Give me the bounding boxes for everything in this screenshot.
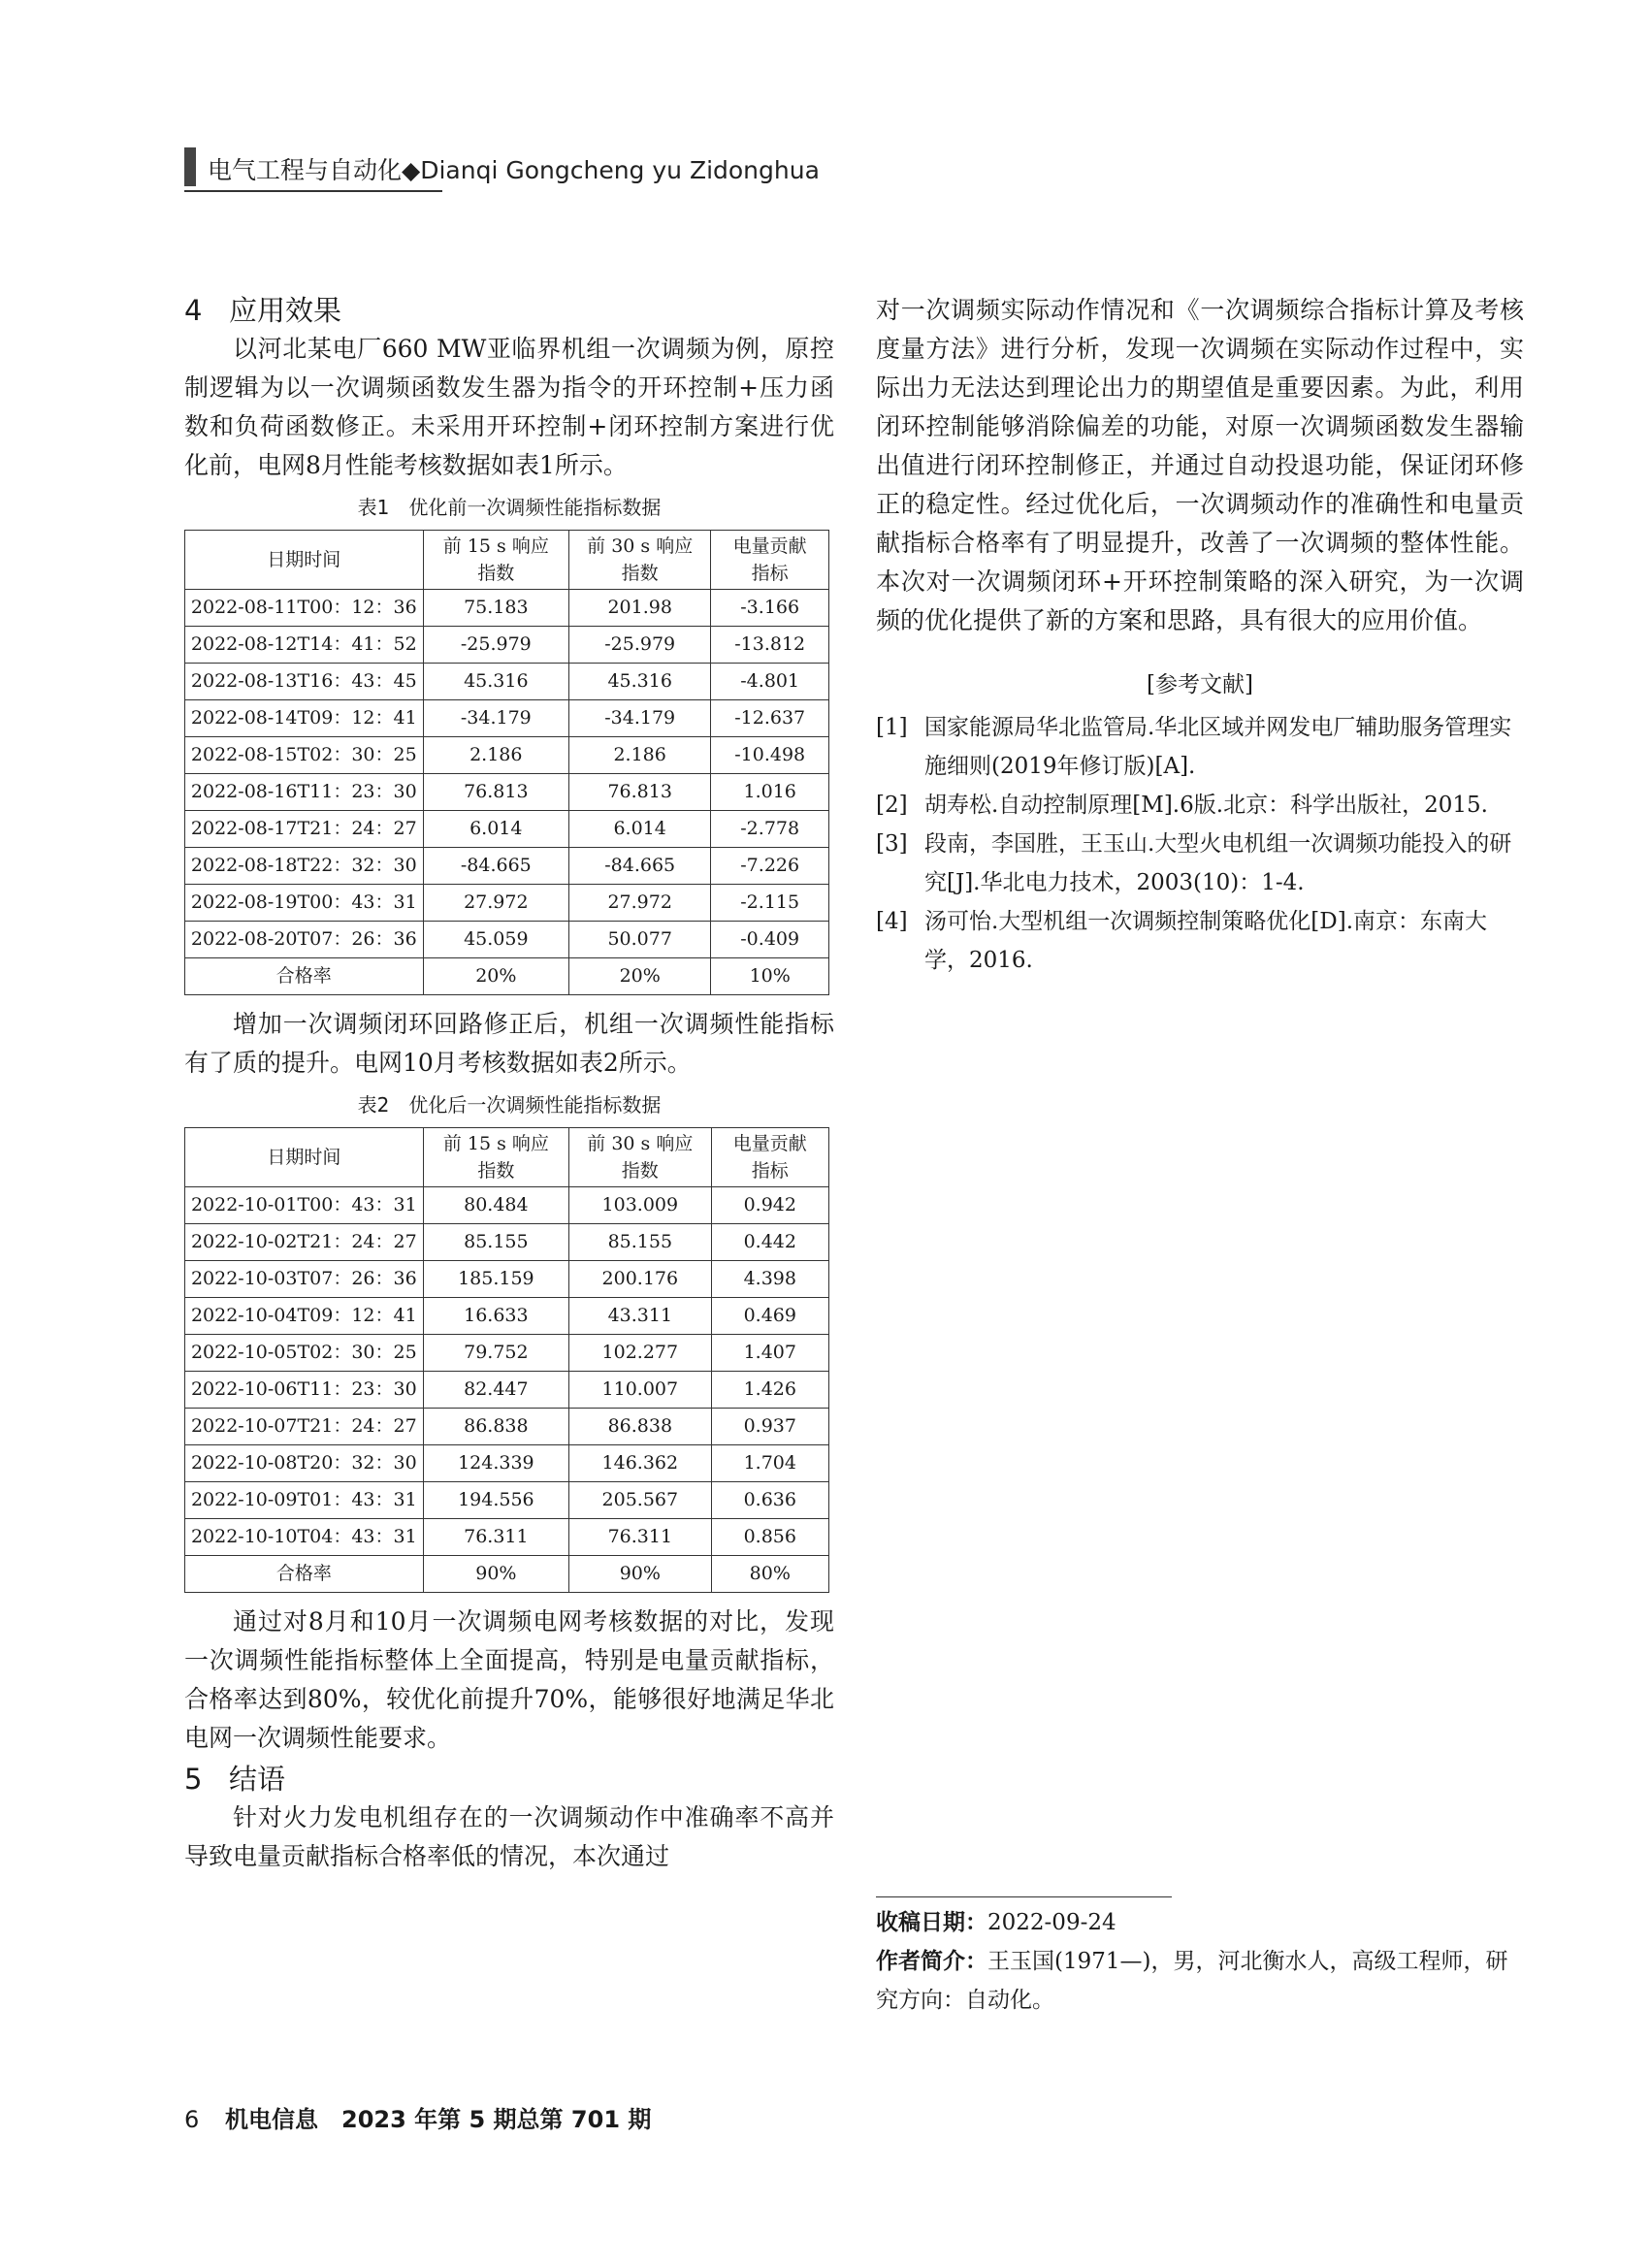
table-row — [185, 1482, 829, 1519]
table-cell: 85.155 — [569, 1224, 711, 1261]
table-2-caption: 表2 优化后一次调频性能指标数据 — [357, 1093, 662, 1117]
right-column — [876, 291, 1524, 980]
table-cell: 2022-10-04T09：12：41 — [185, 1298, 424, 1335]
table-cell: 1.426 — [711, 1372, 828, 1409]
table-row — [185, 885, 829, 922]
page-footer — [184, 2100, 651, 2134]
table-cell: 76.813 — [423, 774, 568, 811]
reference-item — [876, 825, 1524, 902]
table-cell: 6.014 — [568, 811, 710, 848]
table-1 — [184, 530, 829, 995]
table-cell: 6.014 — [423, 811, 568, 848]
table-2 — [184, 1127, 829, 1593]
section-number: 4 — [184, 294, 203, 327]
section-title: 结语 — [229, 1763, 286, 1796]
section-5-heading — [184, 1760, 834, 1798]
table-cell: 50.077 — [568, 922, 710, 958]
table-cell: 102.277 — [569, 1335, 711, 1372]
table-cell: 45.059 — [423, 922, 568, 958]
column-header: 前 30 s 响应 指数 — [569, 1128, 711, 1187]
table-cell: 45.316 — [423, 664, 568, 700]
table-row — [185, 1409, 829, 1445]
table-cell: 194.556 — [423, 1482, 568, 1519]
table-row — [185, 811, 829, 848]
table-cell: 90% — [423, 1556, 568, 1593]
table-cell: 85.155 — [423, 1224, 568, 1261]
table-cell: -0.409 — [711, 922, 829, 958]
section-4-heading — [184, 291, 834, 330]
reference-number: [4] — [876, 909, 908, 934]
table-row — [185, 1519, 829, 1556]
table-cell: -3.166 — [711, 590, 829, 627]
table-cell: 124.339 — [423, 1445, 568, 1482]
table-cell: -25.979 — [568, 627, 710, 664]
paragraph: 对一次调频实际动作情况和《一次调频综合指标计算及考核度量方法》进行分析，发现一次调频在实际动作过程中，实际出力无法达到理论出力的期望值是重要因素。为此，利用闭环控制能够消除偏差的功能，对原一次调频函数发生器输出值进行闭环控制修正，并通过自动投退功能，保证闭环修正的稳定性。经过优化后，一次调频动作的准确性和电量贡献指标合格率有了明显提升，改善了一次调频的整体性能。本次对一次调频闭环+开环控制策略的深入研究，为一次调频的优化提供了新的方案和思路，具有很大的应用价值。 — [876, 296, 1524, 634]
table-cell: 0.942 — [711, 1187, 828, 1224]
reference-text: 国家能源局华北监管局.华北区域并网发电厂辅助服务管理实施细则(2019年修订版)[A]. — [924, 715, 1512, 779]
table-cell: 10% — [711, 958, 829, 995]
table-cell: 2022-08-14T09：12：41 — [185, 700, 424, 737]
table-cell: 0.636 — [711, 1482, 828, 1519]
reference-item — [876, 786, 1524, 825]
table-cell: -4.801 — [711, 664, 829, 700]
table-cell: -84.665 — [423, 848, 568, 885]
column-header: 电量贡献 指标 — [711, 1128, 828, 1187]
table-cell: 2022-10-09T01：43：31 — [185, 1482, 424, 1519]
table-row — [185, 1298, 829, 1335]
table-cell: 76.311 — [423, 1519, 568, 1556]
table-cell: 2022-10-10T04：43：31 — [185, 1519, 424, 1556]
table-cell: 110.007 — [569, 1372, 711, 1409]
table-cell: 45.316 — [568, 664, 710, 700]
table-cell: 2022-08-16T11：23：30 — [185, 774, 424, 811]
pass-rate-row — [185, 958, 829, 995]
table-cell: 1.704 — [711, 1445, 828, 1482]
column-header: 电量贡献 指标 — [711, 531, 829, 590]
received-label: 收稿日期： — [876, 1910, 987, 1935]
table-row — [185, 1372, 829, 1409]
table-cell: 75.183 — [423, 590, 568, 627]
table-cell: 103.009 — [569, 1187, 711, 1224]
reference-text: 胡寿松.自动控制原理[M].6版.北京：科学出版社，2015. — [924, 793, 1488, 818]
table-cell: -25.979 — [423, 627, 568, 664]
table-cell: -13.812 — [711, 627, 829, 664]
table-cell: 146.362 — [569, 1445, 711, 1482]
table-cell: -10.498 — [711, 737, 829, 774]
table-cell: 43.311 — [569, 1298, 711, 1335]
table-cell: 2022-08-18T22：32：30 — [185, 848, 424, 885]
table-1-caption: 表1 优化前一次调频性能指标数据 — [357, 496, 662, 519]
table-row — [185, 664, 829, 700]
table-cell: 2022-10-05T02：30：25 — [185, 1335, 424, 1372]
table-cell: 4.398 — [711, 1261, 828, 1298]
table-row — [185, 774, 829, 811]
table-row — [185, 848, 829, 885]
table-cell: 2022-08-15T02：30：25 — [185, 737, 424, 774]
reference-text: 汤可怡.大型机组一次调频控制策略优化[D].南京：东南大学，2016. — [924, 909, 1488, 973]
author-value: 王玉国(1971—)，男，河北衡水人，高级工程师，研究方向：自动化。 — [876, 1949, 1508, 2013]
column-header: 前 15 s 响应 指数 — [423, 1128, 568, 1187]
column-header: 前 30 s 响应 指数 — [568, 531, 710, 590]
received-value: 2022-09-24 — [987, 1910, 1116, 1935]
table-cell: 90% — [569, 1556, 711, 1593]
table-row — [185, 1261, 829, 1298]
table-cell: 79.752 — [423, 1335, 568, 1372]
table-cell: 76.813 — [568, 774, 710, 811]
table-cell: 200.176 — [569, 1261, 711, 1298]
journal-issue: 机电信息 2023 年第 5 期总第 701 期 — [225, 2106, 652, 2133]
section-title: 应用效果 — [229, 294, 342, 327]
table-cell: -84.665 — [568, 848, 710, 885]
running-header — [184, 146, 820, 190]
table-row — [185, 590, 829, 627]
reference-item — [876, 708, 1524, 786]
table-row — [185, 1224, 829, 1261]
table-cell: 2022-10-02T21：24：27 — [185, 1224, 424, 1261]
table-cell: 201.98 — [568, 590, 710, 627]
table-cell: 2.186 — [568, 737, 710, 774]
table-cell: 205.567 — [569, 1482, 711, 1519]
reference-list — [876, 708, 1524, 980]
table-cell: 2022-08-12T14：41：52 — [185, 627, 424, 664]
pass-rate-row — [185, 1556, 829, 1593]
paragraph: 以河北某电厂660 MW亚临界机组一次调频为例，原控制逻辑为以一次调频函数发生器为指令的开环控制+压力函数和负荷函数修正。未采用开环控制+闭环控制方案进行优化前，电网8月性能考核数据如表1所示。 — [184, 335, 834, 479]
table-cell: 1.407 — [711, 1335, 828, 1372]
table-cell: 82.447 — [423, 1372, 568, 1409]
table-cell: -34.179 — [568, 700, 710, 737]
table-cell: 27.972 — [423, 885, 568, 922]
table-cell: 0.442 — [711, 1224, 828, 1261]
column-header: 日期时间 — [185, 531, 424, 590]
table-row — [185, 700, 829, 737]
table-row — [185, 1335, 829, 1372]
table-row — [185, 922, 829, 958]
table-cell: 0.856 — [711, 1519, 828, 1556]
table-cell: 2022-10-06T11：23：30 — [185, 1372, 424, 1409]
reference-number: [2] — [876, 793, 908, 818]
table-row — [185, 627, 829, 664]
table-cell: 合格率 — [185, 1556, 424, 1593]
table-cell: 2022-10-07T21：24：27 — [185, 1409, 424, 1445]
table-cell: 86.838 — [423, 1409, 568, 1445]
references-title: [参考文献] — [1147, 672, 1253, 697]
table-cell: 2022-08-11T00：12：36 — [185, 590, 424, 627]
table-row — [185, 737, 829, 774]
column-header: 日期时间 — [185, 1128, 424, 1187]
reference-text: 段南，李国胜，王玉山.大型火电机组一次调频功能投入的研究[J].华北电力技术，2003(10)：1-4. — [924, 831, 1512, 895]
table-cell: -2.115 — [711, 885, 829, 922]
table-cell: -12.637 — [711, 700, 829, 737]
table-cell: -2.778 — [711, 811, 829, 848]
table-cell: 2022-10-01T00：43：31 — [185, 1187, 424, 1224]
table-cell: 0.469 — [711, 1298, 828, 1335]
table-cell: 2022-08-17T21：24：27 — [185, 811, 424, 848]
table-cell: -7.226 — [711, 848, 829, 885]
table-cell: 2.186 — [423, 737, 568, 774]
table-cell: 86.838 — [569, 1409, 711, 1445]
author-label: 作者简介： — [876, 1949, 987, 1974]
table-cell: 27.972 — [568, 885, 710, 922]
paragraph: 增加一次调频闭环回路修正后，机组一次调频性能指标有了质的提升。电网10月考核数据如表2所示。 — [184, 1010, 834, 1077]
reference-number: [1] — [876, 715, 908, 740]
received-date — [876, 1903, 1524, 1942]
table-cell: 80.484 — [423, 1187, 568, 1224]
table-cell: -34.179 — [423, 700, 568, 737]
table-cell: 76.311 — [569, 1519, 711, 1556]
paragraph: 针对火力发电机组存在的一次调频动作中准确率不高并导致电量贡献指标合格率低的情况，本次通过 — [184, 1803, 834, 1870]
table-cell: 2022-08-20T07：26：36 — [185, 922, 424, 958]
left-column — [184, 291, 834, 1876]
table-cell: 2022-10-03T07：26：36 — [185, 1261, 424, 1298]
header-bar — [184, 147, 196, 186]
table-row — [185, 1445, 829, 1482]
paragraph: 通过对8月和10月一次调频电网考核数据的对比，发现一次调频性能指标整体上全面提高，特别是电量贡献指标，合格率达到80%，较优化前提升70%，能够很好地满足华北电网一次调频性能要求。 — [184, 1607, 834, 1752]
reference-item — [876, 902, 1524, 980]
footnote-rule — [876, 1896, 1172, 1897]
table-cell: 20% — [568, 958, 710, 995]
table-cell: 合格率 — [185, 958, 424, 995]
table-cell: 2022-08-13T16：43：45 — [185, 664, 424, 700]
table-cell: 20% — [423, 958, 568, 995]
journal-name: 电气工程与自动化◆Dianqi Gongcheng yu Zidonghua — [208, 156, 820, 184]
table-cell: 1.016 — [711, 774, 829, 811]
author-bio — [876, 1942, 1524, 2020]
reference-number: [3] — [876, 831, 908, 857]
column-header: 前 15 s 响应 指数 — [423, 531, 568, 590]
table-cell: 185.159 — [423, 1261, 568, 1298]
table-cell: 2022-08-19T00：43：31 — [185, 885, 424, 922]
table-cell: 2022-10-08T20：32：30 — [185, 1445, 424, 1482]
table-row — [185, 1187, 829, 1224]
table-cell: 0.937 — [711, 1409, 828, 1445]
page-number: 6 — [184, 2106, 200, 2133]
table-cell: 16.633 — [423, 1298, 568, 1335]
header-rule — [184, 190, 442, 192]
section-number: 5 — [184, 1763, 203, 1796]
table-cell: 80% — [711, 1556, 828, 1593]
